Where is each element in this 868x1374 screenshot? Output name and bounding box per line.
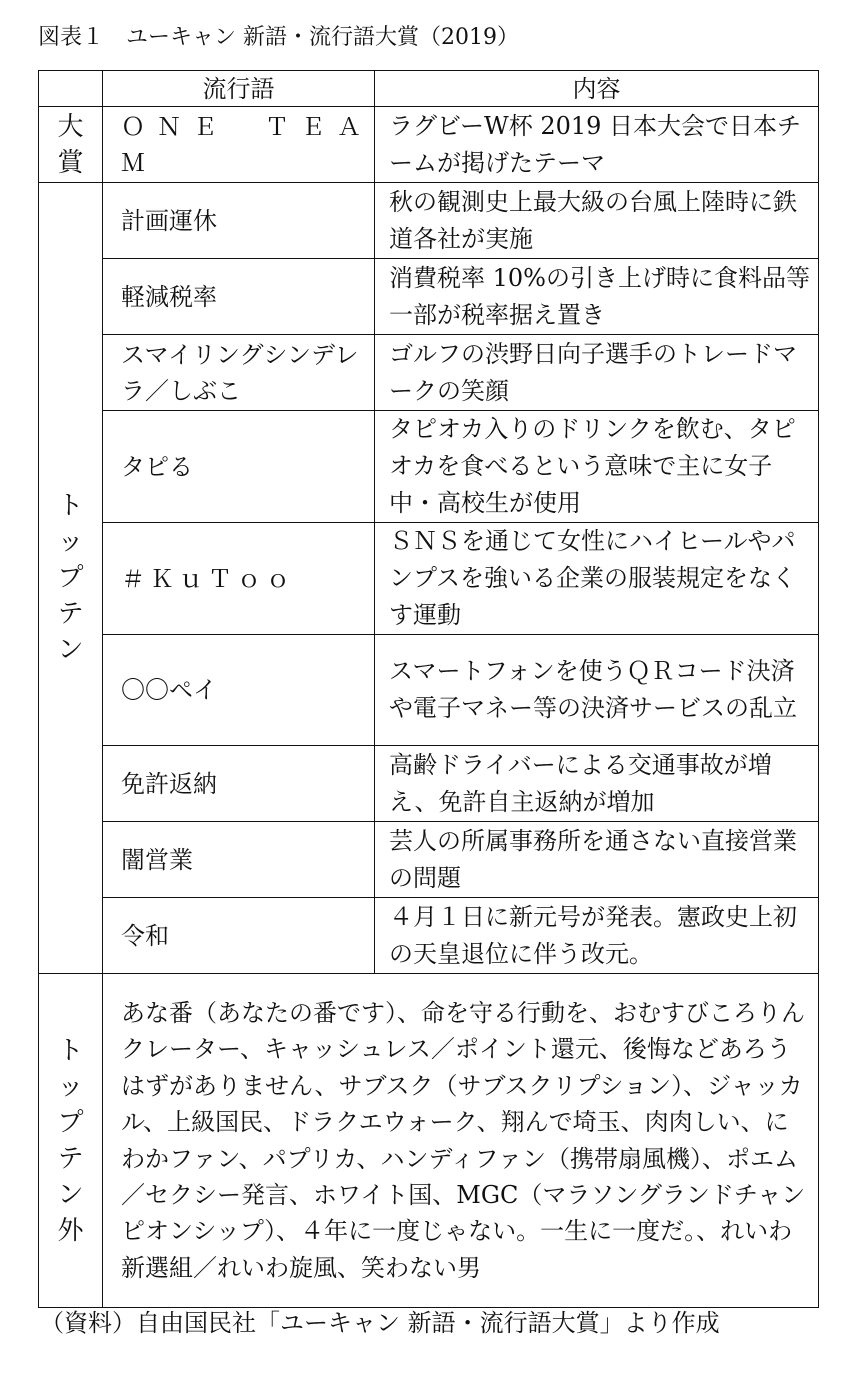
term-cell: ＃ＫｕＴｏｏ (103, 523, 375, 635)
description-cell: 芸人の所属事務所を通さない直接営業の問題 (375, 822, 819, 898)
outside-top-ten-list: あな番（あなたの番です）、命を守る行動を、おむすびころりんクレーター、キャッシュレス／ポイント還元、後悔などあろうはずがありません、サブスク（サブスクリプション）、ジャッカル、上級国民、ドラクエウォーク、翔んで埼玉、肉肉しい、にわかファン、パプリカ、ハンディファン（携帯扇風機）、ポエム／セクシー発言、ホワイト国、MGC（マラソングランドチャンピオンシップ）、４年に一度じゃない。一生に一度だ。、れいわ新選組／れいわ旋風、笑わない男 (103, 974, 819, 1308)
term-cell: タピる (103, 411, 375, 523)
outside-top-ten-label: トップテン外 (39, 974, 103, 1308)
term-cell: 計画運休 (103, 183, 375, 259)
table-row (39, 183, 819, 259)
header-content: 内容 (375, 71, 819, 107)
table-row (39, 635, 819, 746)
grand-prize-row (39, 107, 819, 183)
description-cell: 高齢ドライバーによる交通事故が増え、免許自主返納が増加 (375, 746, 819, 822)
table-row (39, 523, 819, 635)
grand-prize-label: 大賞 (39, 107, 103, 183)
table-row (39, 411, 819, 523)
term-cell: 免許返納 (103, 746, 375, 822)
term-cell: 令和 (103, 898, 375, 974)
description-cell: スマートフォンを使うＱＲコード決済や電子マネー等の決済サービスの乱立 (375, 635, 819, 746)
table-row (39, 259, 819, 335)
grand-prize-term: ＯＮＥ ＴＥＡＭ (103, 107, 375, 183)
header-blank-cell (39, 71, 103, 107)
table-caption: 図表１ ユーキャン 新語・流行語大賞（2019） (38, 25, 519, 50)
top-ten-label: トップテン (39, 183, 103, 974)
table-row (39, 898, 819, 974)
term-cell: 軽減税率 (103, 259, 375, 335)
grand-prize-description: ラグビーW杯 2019 日本大会で日本チームが掲げたテーマ (375, 107, 819, 183)
term-cell: 〇〇ペイ (103, 635, 375, 746)
description-cell: ゴルフの渋野日向子選手のトレードマークの笑顔 (375, 335, 819, 411)
buzzword-table (38, 70, 819, 1308)
outside-top-ten-row (39, 974, 819, 1308)
header-row (39, 71, 819, 107)
source-note: （資料）自由国民社「ユーキャン 新語・流行語大賞」より作成 (40, 1309, 720, 1337)
table-row (39, 335, 819, 411)
description-cell: ＳＮＳを通じて女性にハイヒールやパンプスを強いる企業の服装規定をなくす運動 (375, 523, 819, 635)
description-cell: タピオカ入りのドリンクを飲む、タピオカを食べるという意味で主に女子中・高校生が使用 (375, 411, 819, 523)
term-cell: スマイリングシンデレラ／しぶこ (103, 335, 375, 411)
header-term: 流行語 (103, 71, 375, 107)
table-row (39, 746, 819, 822)
table-row (39, 822, 819, 898)
description-cell: 秋の観測史上最大級の台風上陸時に鉄道各社が実施 (375, 183, 819, 259)
term-cell: 闇営業 (103, 822, 375, 898)
description-cell: 消費税率 10%の引き上げ時に食料品等一部が税率据え置き (375, 259, 819, 335)
description-cell: ４月１日に新元号が発表。憲政史上初の天皇退位に伴う改元。 (375, 898, 819, 974)
